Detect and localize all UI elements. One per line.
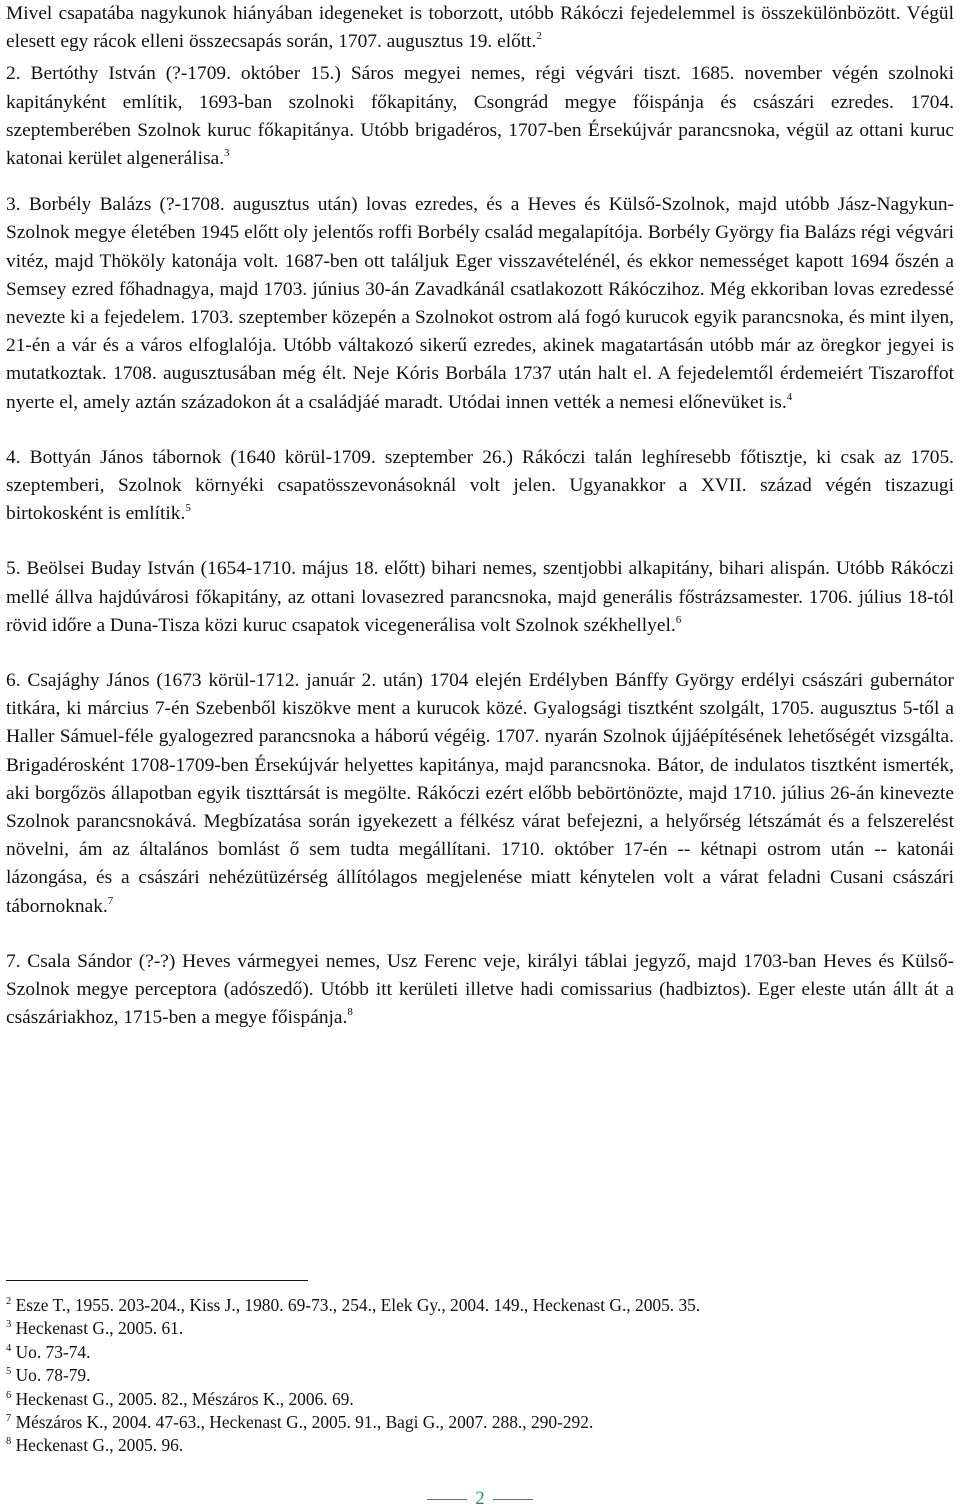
footnote: $^4$ Uo. 73-74. (6, 1341, 91, 1362)
document-page (6, 0, 954, 1456)
footnote-ref[interactable]: 5 (185, 502, 191, 515)
paragraph-bertothy: 2. Bertóthy István (?-1709. október 15.) Sáros megyei nemes, régi végvári tiszt. 1685. november végén szolnoki kapitányként említik, 1693-ban szolnoki főkapitány, Csongrád megye főispánja és császári ezredes. 1704. szeptemberében Szolnok kuruc főkapitánya. Utóbb brigadéros, 1707-ben Érsekújvár parancsnoka, végül az ottani kuruc katonai kerület algenerálisa.$^3$ (6, 63, 954, 170)
paragraph-intro: Mivel csapatába nagykunok hiányában idegeneket is toborzott, utóbb Rákóczi fejedelemmel is összekülönbözött. Végül elesett egy rácok elleni összecsapás során, 1707. augusztus 19. előtt.$^2$ (6, 3, 954, 53)
footnote: $^2$ Esze T., 1955. 203-204., Kiss J., 1980. 69-73., 254., Elek Gy., 2004. 149., Heckenast G., 2005. 35. (6, 1295, 701, 1315)
footnote-ref[interactable]: 2 (536, 30, 542, 43)
footnote: $^5$ Uo. 78-79. (6, 1365, 91, 1386)
paragraph-bottyan: 4. Bottyán János tábornok (1640 körül-1709. szeptember 26.) Rákóczi talán leghíresebb főtisztje, ki csak az 1705. szeptemberi, Szolnok környéki csapatösszevonásoknál volt jelen. Ugyanakkor a XVII. század végén tiszazugi birtokosként is említik.$^5$ (6, 446, 954, 525)
footnote: $^6$ Heckenast G., 2005. 82., Mészáros K., 2006. 69. (6, 1388, 354, 1409)
footnotes (6, 1294, 954, 1458)
footnote-separator (6, 1280, 308, 1281)
page-number-dash (493, 1499, 533, 1500)
footnote: $^3$ Heckenast G., 2005. 61. (6, 1318, 184, 1339)
footnote-ref[interactable]: 6 (675, 613, 682, 626)
page-number (0, 1488, 960, 1510)
footnote-ref[interactable]: 4 (786, 390, 793, 403)
page-number-dash (427, 1499, 467, 1500)
footnote: $^8$ Heckenast G., 2005. 96. (6, 1435, 184, 1456)
paragraph-borbely: 3. Borbély Balázs (?-1708. augusztus után) lovas ezredes, és a Heves és Külső-Szolnok, majd utóbb Jász-Nagykun-Szolnok megye életében 1945 előtt oly jelentős roffi Borbély család megalapítója. Borbély György fia Balázs régi végvári vitéz, majd Thököly katonája volt. 1687-ben ott találjuk Eger visszavételénél, és ekkor nemességet kapott 1694 őszén a Semsey ezred főhadnagya, majd 1703. június 30-án Zavadkánál csatlakozott Rákóczihoz. Még ekkoriban lovas ezredessé nevezte ki a fejedelem. 1703. szeptember közepén a Szolnokot ostrom alá fogó kurucok egyik parancsnoka, és mint ilyen, 21-én a vár és a város elfoglalója. Utóbb váltakozó sikerű ezredes, akinek magatartásán utóbb már az öregkor jegyei is mutatkoztak. 1708. augusztusában még élt. Neje Kóris Borbála 1737 után halt el. A fejedelemtől érdemeiért Tiszaroffot nyerte el, amely aztán századokon át a családjáé maradt. Utódai innen vették a nemesi előnevüket is.$^4$ (6, 194, 954, 413)
page-number-value: 2 (475, 1488, 485, 1509)
footnote: $^7$ Mészáros K., 2004. 47-63., Heckenast G., 2005. 91., Bagi G., 2007. 288., 290-292. (6, 1412, 594, 1433)
paragraph-csala: 7. Csala Sándor (?-?) Heves vármegyei nemes, Usz Ferenc veje, királyi táblai jegyző, majd 1703-ban Heves és Külső-Szolnok megye perceptora (adószedő). Utóbb itt kerületi illetve hadi comissarius (hadbiztos). Eger eleste után állt át a császáriakhoz, 1715-ben a megye főispánja.$^8$ (6, 950, 954, 1029)
paragraph-csajaghy: 6. Csajághy János (1673 körül-1712. január 2. után) 1704 elején Erdélyben Bánffy György erdélyi császári gubernátor titkára, ki március 7-én Szebenből kiszökve ment a kurucok közé. Gyalogsági tisztként szolgált, 1705. augusztus 5-től a Haller Sámuel-féle gyalogezred parancsnoka a háború végéig. 1707. nyarán Szolnok újjáépítésének lehetőségét vizsgálta. Brigadérosként 1708-1709-ben Érsekújvár helyettes kapitánya, majd parancsnoka. Bátor, de indulatos tisztként ismerték, aki borgőzös állapotban egyik tiszttársát is megölte. Rákóczi ezért előbb bebörtönözte, majd 1710. július 26-án kinevezte Szolnok parancsnokává. Megbízatása során igyekezett a félkész várat befejezni, a helyőrség létszámát és a felszerelést növelni, ám az általános bomlást ő sem tudta megállítani. 1710. október 17-én -- kétnapi ostrom után -- katonái lázongása, és a császári nehézütüzérség állítólagos megjelenése miatt kénytelen volt a várat feladni Cusani császári tábornoknak.$^7$ (6, 670, 954, 917)
footnote-ref[interactable]: 8 (347, 1006, 353, 1019)
footnote-ref[interactable]: 7 (107, 894, 114, 907)
paragraph-buday: 5. Beölsei Buday István (1654-1710. május 18. előtt) bihari nemes, szentjobbi alkapitány, bihari alispán. Utóbb Rákóczi mellé állva hajdúvárosi főkapitány, az ottani lovasezred parancsnoka, majd generális főstrázsamester. 1706. július 18-tól rövid időre a Duna-Tisza közi kuruc csapatok vicegenerálisa volt Szolnok székhellyel.$^6$ (6, 558, 954, 636)
footnote-ref[interactable]: 3 (224, 147, 230, 160)
